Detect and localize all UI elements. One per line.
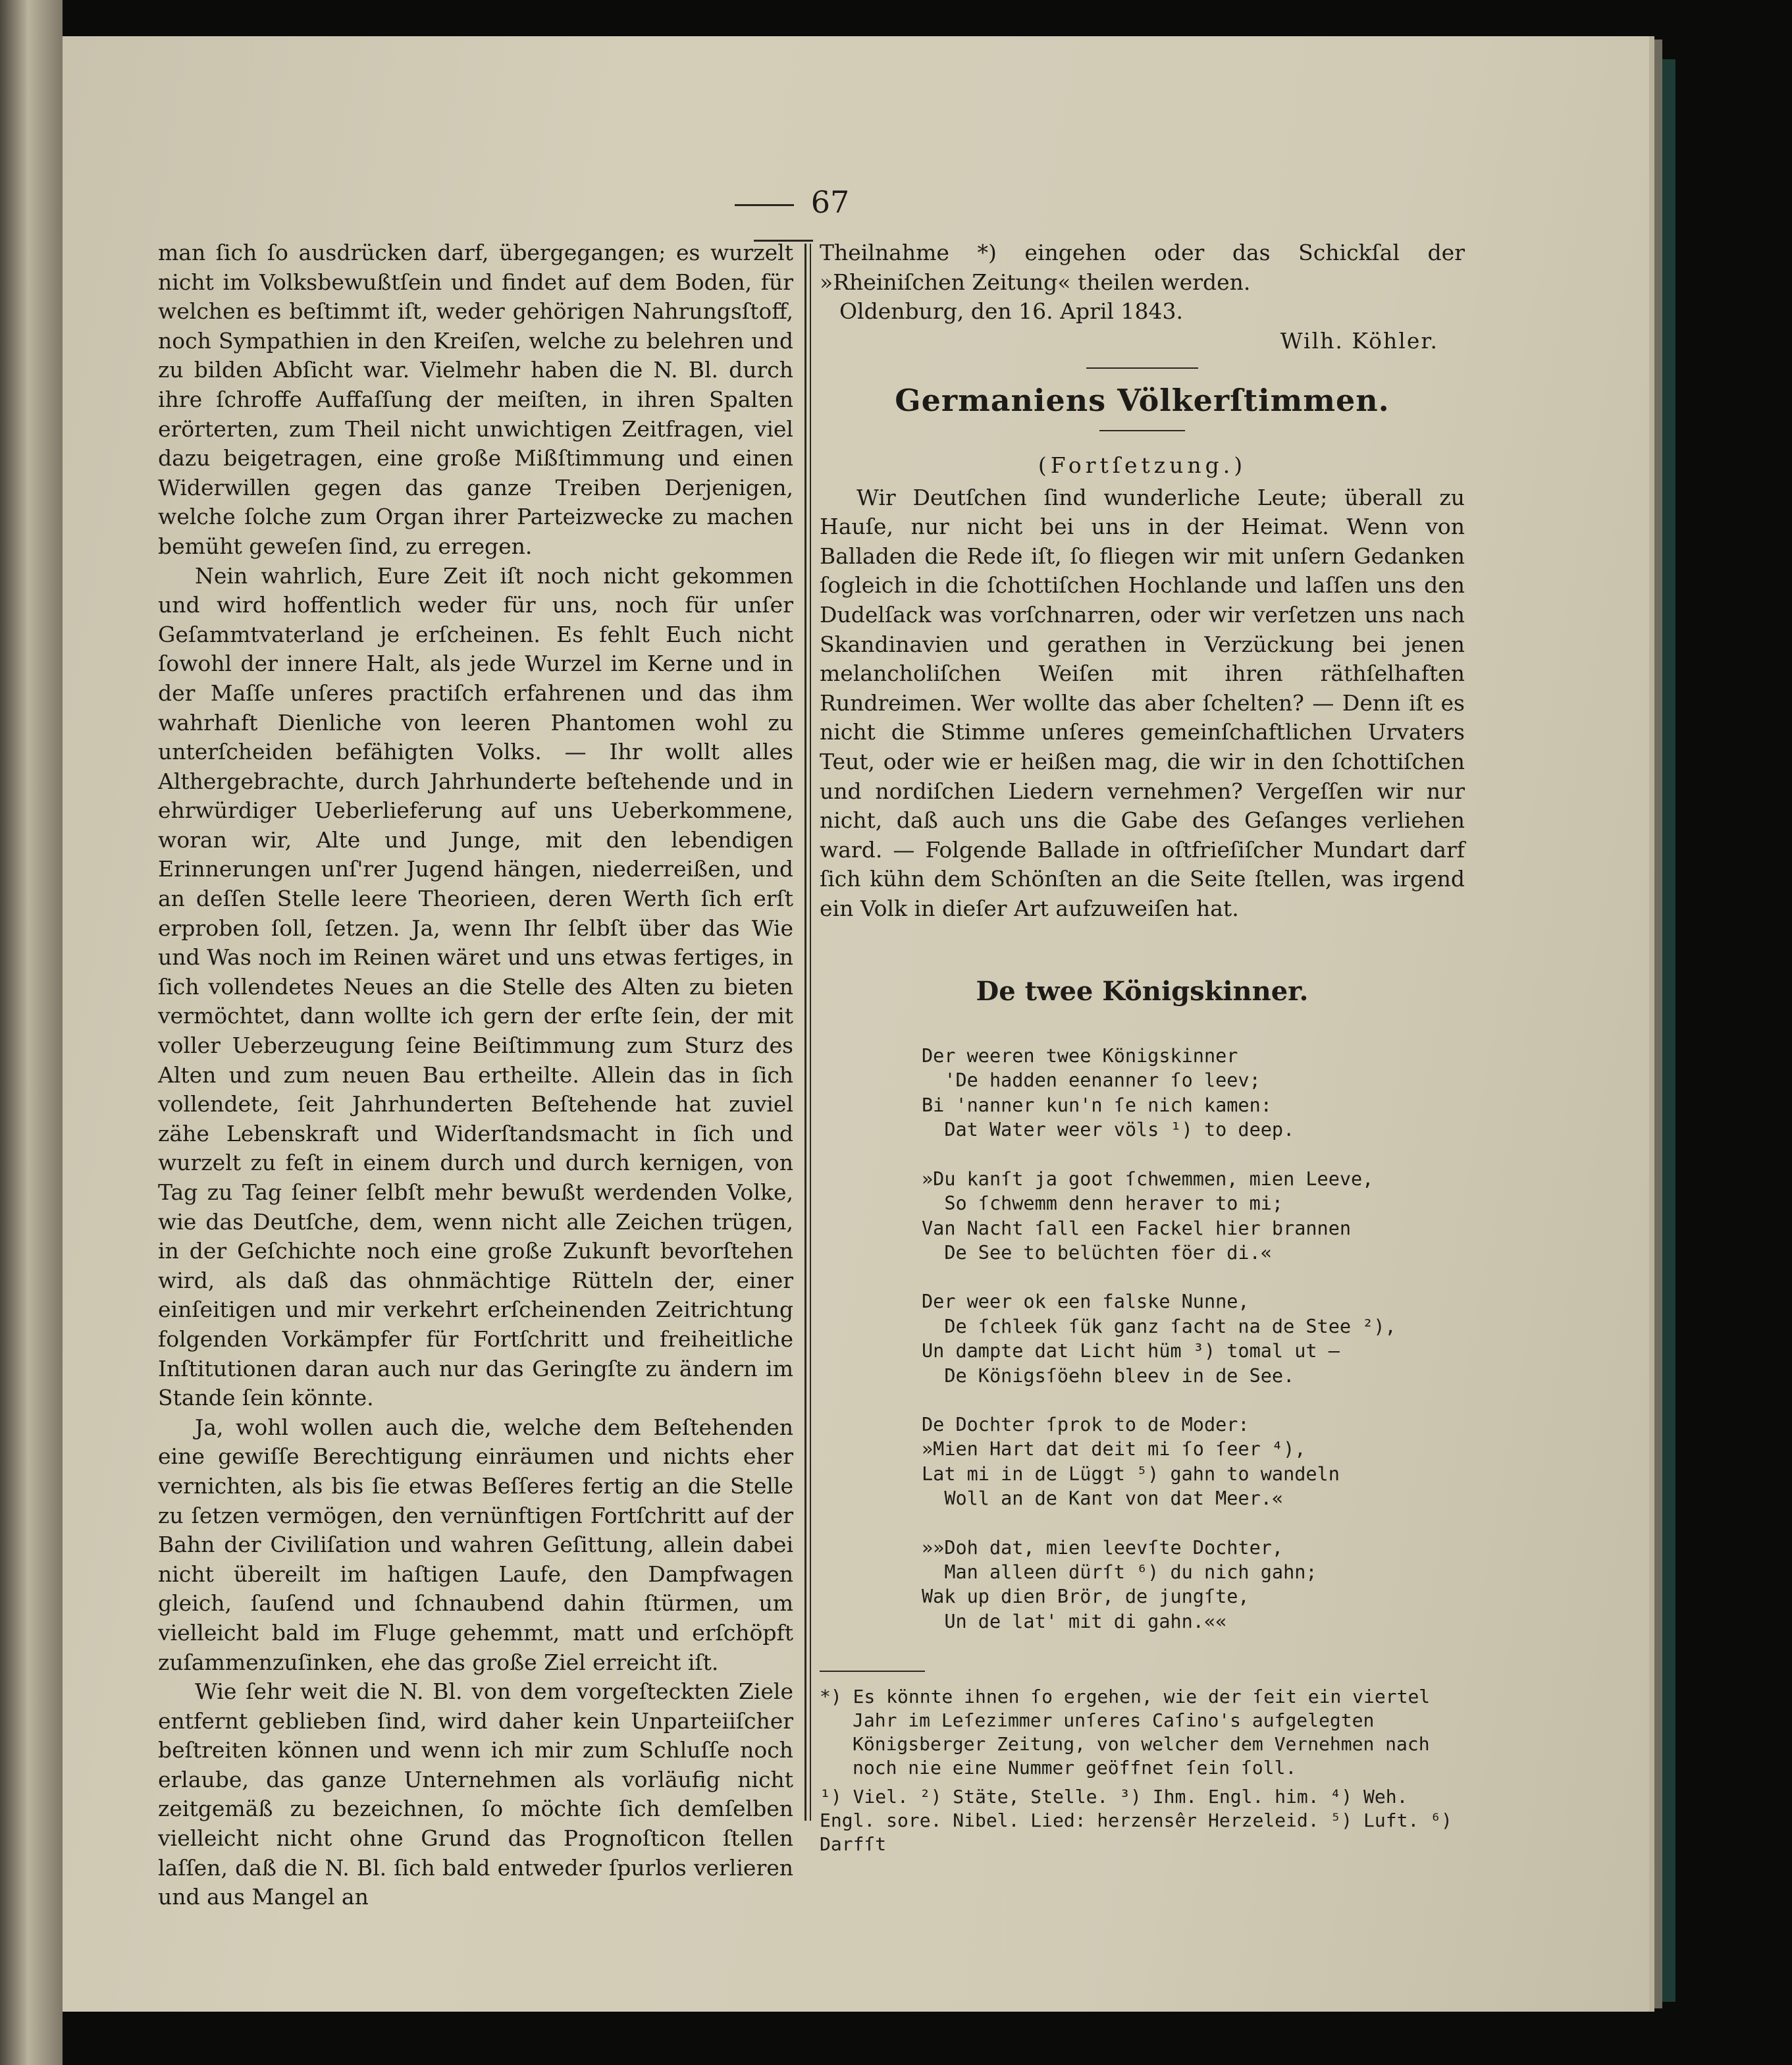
place-date: Oldenburg, den 16. April 1843. xyxy=(839,298,1183,325)
left-paragraph-1: man ſich ſo ausdrücken darf, übergegangen; es wurzelt nicht im Volksbewußtſein und findet auf dem Boden, für welchen es beſtimmt iſt, weder gehörigen Nahrungsſtoff, noch Sympathien in den Kreiſen, welche zu belehren und zu bilden Abſicht war. Vielmehr haben die N. Bl. durch ihre ſchroffe Auffaſſung der meiſten, in ihren Spalten erörterten, zum Theil nicht unwichtigen Zeitfragen, viel dazu beigetragen, eine große Mißſtimmung und einen Widerwillen gegen das ganze Treiben Derjenigen, welche ſolche zum Organ ihrer Parteizwecke zu machen bemüht geweſen ſind, zu erregen. xyxy=(158,240,793,559)
author-signature: Wilh. Köhler. xyxy=(1280,327,1438,354)
stanza-3 xyxy=(922,1289,1465,1388)
left-paragraph-3: Ja, wohl wollen auch die, welche dem Beſtehenden eine gewiſſe Berechtigung einräumen und nichts eher vernichten, als bis ſie etwas Beſſeres fertig an die Stelle zu ſetzen vermögen, den vernünftigen Fortſchritt auf der Bahn der Civiliſation und wahren Geſittung, allein dabei nicht übereilt im haſtigen Laufe, den Dampfwagen gleich, ſauſend und ſchnaubend dahin ſtürmen, um vielleicht bald im Fluge gehemmt, matt und erſchöpft zuſammenzuſinken, ehe das große Ziel erreicht iſt. xyxy=(158,1414,793,1675)
section-divider-bottom xyxy=(1099,430,1185,431)
page-edge-shadow xyxy=(1648,40,1662,2008)
page-number-value: 67 xyxy=(810,184,850,220)
verse-line: De Dochter ſprok to de Moder: xyxy=(922,1413,1250,1435)
stanza-5 xyxy=(922,1536,1465,1634)
ballad-title: De twee Königskinner. xyxy=(976,976,1309,1007)
intro-paragraph: Wir Deutſchen ſind wunderliche Leute; überall zu Hauſe, nur nicht bei uns in der Heimat. Wenn von Balladen die Rede iſt, ſo fliegen wir mit unſern Gedanken ſogleich in die ſchottiſchen Hochlande und laſſen uns den Dudelſack was vorſchnarren, oder wir verſetzen uns nach Skandinavien und gerathen in Verzückung bei jenen melancholiſchen Weiſen mit ihren räthſelhaften Rundreimen. Wer wollte das aber ſchelten? — Denn iſt es nicht die Stimme unſeres gemeinſchaftlichen Urvaters Teut, oder wie er heißen mag, die wir in den ſchottiſchen und nordiſchen Liedern vernehmen? Vergeſſen wir nur nicht, daß auch uns die Gabe des Geſanges verliehen ward. — Folgende Ballade in oſtfrieſiſcher Mundart darf ſich kühn dem Schönſten an die Seite ſtellen, was irgend ein Volk in dieſer Art aufzuweiſen hat. xyxy=(820,484,1465,921)
verse-line: 'De hadden eenanner ſo leev; xyxy=(922,1069,1261,1092)
binding-strip xyxy=(1662,59,1675,2002)
footnotes xyxy=(820,1685,1465,1856)
verse-line: De Königsſöehn bleev in de See. xyxy=(922,1364,1295,1387)
verse-line: Van Nacht ſall een Fackel hier brannen xyxy=(922,1217,1352,1239)
left-paragraph-2: Nein wahrlich, Eure Zeit iſt noch nicht gekommen und wird hoffentlich weder für uns, noch für unſer Geſammtvaterland je erſcheinen. Es fehlt Euch nicht ſowohl der innere Halt, als jede Wurzel im Kerne und in der Maſſe unſeres practiſch erfahrenen und das ihm wahrhaft Dienliche von leeren Phantomen wohl zu unterſcheiden befähigten Volks. — Ihr wollt alles Althergebrachte, durch Jahrhunderte beſtehende und in ehrwürdiger Ueberlieferung auf uns Ueberkommene, woran wir, Alte und Junge, mit den lebendigen Erinnerungen unſ'rer Jugend hängen, niederreißen, und an deſſen Stelle leere Theorieen, deren Werth ſich erſt erproben ſoll, ſetzen. Ja, wenn Ihr ſelbſt über das Wie und Was noch im Reinen wäret und uns etwas fertiges, in ſich vollendetes Neues an die Stelle des Alten zu bieten vermöchtet, dann wollte ich gern der erſte ſein, der mit voller Ueberzeugung ſeine Beiſtimmung zum Sturz des Alten und zum neuen Bau ertheilte. Allein das in ſich vollendete, ſeit Jahrhunderten Beſtehende hat zuviel zähe Lebenskraft und Widerſtandsmacht in ſich und wurzelt zu feſt in einem durch und durch kernigen, von Tag zu Tag ſeiner ſelbſt mehr bewußt werdenden Volke, wie das Deutſche, dem, wenn nicht alle Zeichen trügen, in der Geſchichte noch eine große Zukunft bevorſtehen wird, als daß das ohnmächtige Rütteln der, einer einſeitigen und mir verkehrt erſcheinenden Zeitrichtung folgenden Vorkämpfer für Fortſchritt und freiheitliche Inſtitutionen daran auch nur das Geringſte zu ändern im Stande ſein könnte. xyxy=(158,562,793,1411)
column-divider-inner xyxy=(810,244,811,1821)
verse-line: Un de lat' mit di gahn.«« xyxy=(922,1610,1227,1632)
verse-line: »Mien Hart dat deit mi ſo ſeer ⁴), xyxy=(922,1438,1306,1461)
page-number-dash-left xyxy=(735,204,794,206)
verse-line: Der weeren twee Königskinner xyxy=(922,1045,1238,1067)
stanza-1 xyxy=(922,1044,1465,1142)
footnote-divider xyxy=(820,1671,925,1672)
footnote-glossary: ¹) Viel. ²) Stäte, Stelle. ³) Ihm. Engl. him. ⁴) Weh. Engl. sore. Nibel. Lied: herzensêr Herzeleid. ⁵) Luft. ⁶) Darfſt xyxy=(820,1786,1452,1856)
left-column xyxy=(158,238,793,1912)
verse-line: Woll an de Kant von dat Meer.« xyxy=(922,1488,1284,1510)
section-title: Germaniens Völkerſtimmen. xyxy=(895,383,1390,419)
verse-line: »Du kanſt ja goot ſchwemmen, mien Leeve, xyxy=(922,1167,1374,1190)
stanza-4 xyxy=(922,1412,1465,1511)
column-divider xyxy=(804,244,806,1821)
section-divider-top xyxy=(1086,367,1198,369)
verse-line: Man alleen dürſt ⁶) du nich gahn; xyxy=(922,1561,1317,1583)
right-column xyxy=(820,238,1465,1862)
left-paragraph-4: Wie ſehr weit die N. Bl. von dem vorgeſteckten Ziele entfernt geblieben ſind, wird daher kein Unparteiiſcher beſtreiten können und wenn ich mir zum Schluſſe noch erlaube, das ganze Unternehmen als vorläufig nicht zeitgemäß zu bezeichnen, ſo möchte ſich demſelben vielleicht nicht ohne Grund das Prognoſticon ſtellen laſſen, daß die N. Bl. ſich bald entweder ſpurlos verlieren und aus Mangel an xyxy=(158,1678,793,1910)
verse-line: Un dampte dat Licht hüm ³) tomal ut — xyxy=(922,1340,1340,1362)
verse-line: Wak up dien Brör, de jungſte, xyxy=(922,1586,1250,1608)
footnote-star: *) Es könnte ihnen ſo ergehen, wie der ſeit ein viertel Jahr im Leſezimmer unſeres Caſino's aufgelegten Königsberger Zeitung, von welcher dem Vernehmen nach noch nie eine Nummer geöffnet ſein ſoll. xyxy=(820,1686,1431,1779)
verse-line: Der weer ok een falske Nunne, xyxy=(922,1291,1250,1313)
verse-line: »»Doh dat, mien leevſte Dochter, xyxy=(922,1536,1284,1559)
verse-line: So ſchwemm denn heraver to mi; xyxy=(922,1193,1284,1215)
verse-line: Dat Water weer völs ¹) to deep. xyxy=(922,1119,1295,1141)
verse-line: Lat mi in de Lüggt ⁵) gahn to wandeln xyxy=(922,1462,1340,1485)
verse-line: Bi 'nanner kun'n ſe nich kamen: xyxy=(922,1094,1272,1116)
stanza-2 xyxy=(922,1167,1465,1266)
section-subtitle: (Fortſetzung.) xyxy=(1038,452,1247,478)
verse-line: De ſchleek ſük ganz ſacht na de Stee ²), xyxy=(922,1315,1396,1337)
left-page-edge xyxy=(0,0,63,2065)
continuation-text: Theilnahme *) eingehen oder das Schickſal der »Rheiniſchen Zeitung« theilen werden. xyxy=(820,240,1465,295)
ballad-poem xyxy=(820,1044,1465,1634)
verse-line: De See to belüchten föer di.« xyxy=(922,1241,1272,1264)
